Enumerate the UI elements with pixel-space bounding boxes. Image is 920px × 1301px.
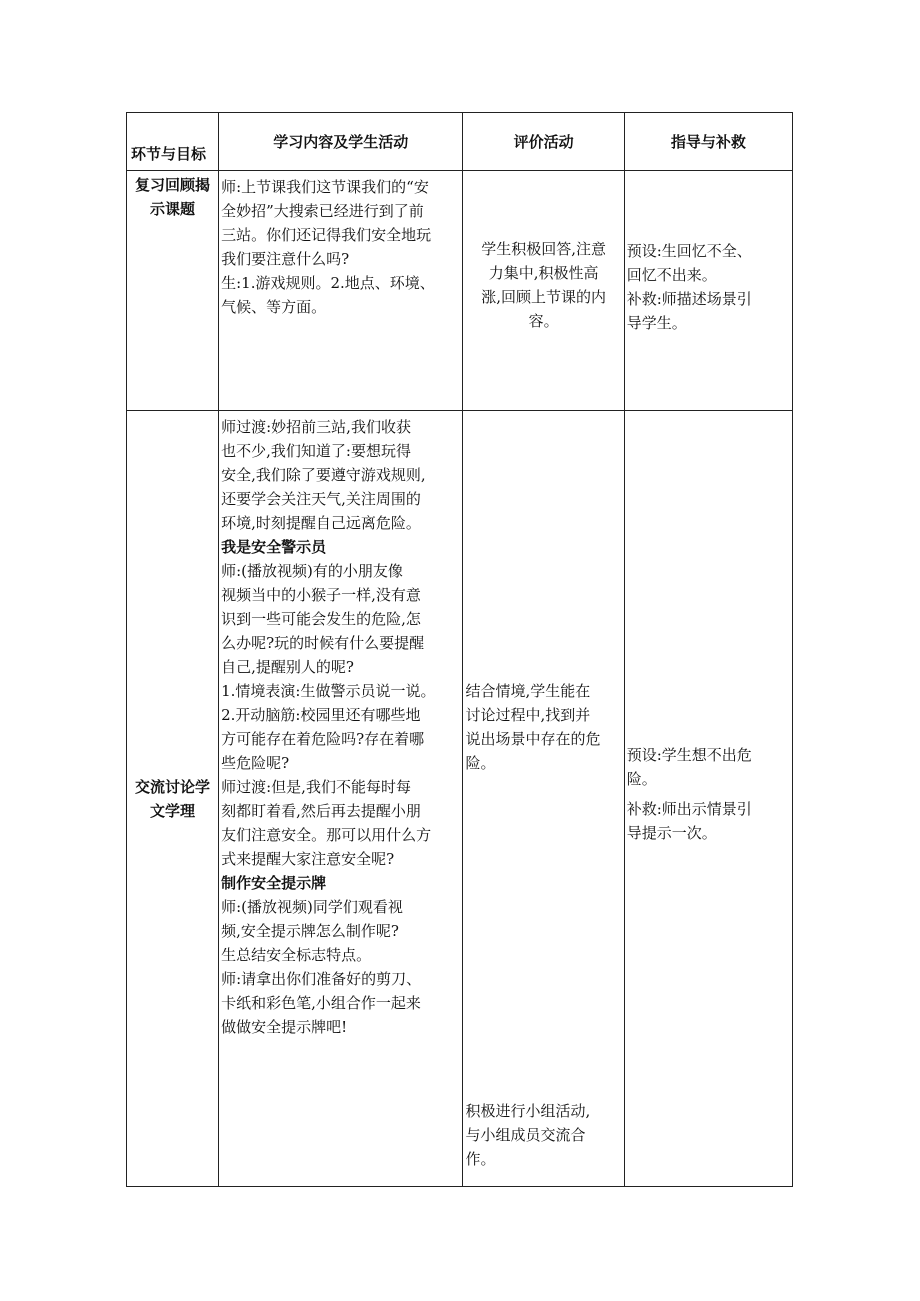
content-line: 刻都盯着看,然后再去提醒小朋 [221, 802, 421, 820]
content-line: 1.情境表演:生做警示员说一说。 [221, 682, 436, 700]
content-line: 生:1.游戏规则。2.地点、环境、 [221, 274, 435, 292]
guidance-line: 险。 [626, 770, 657, 788]
content-line: 还要学会关注天气,关注周围的 [221, 490, 421, 508]
content-line: 识到一些可能会发生的危险,怎 [221, 610, 421, 628]
table-row [127, 171, 793, 411]
stage-cell [127, 171, 219, 411]
guidance-block [627, 743, 790, 845]
header-evaluation: 评价活动 [463, 113, 624, 171]
stage-line: 文学理 [150, 801, 196, 820]
content-line: 安全,我们除了要遵守游戏规则, [221, 466, 426, 484]
guidance-cell [624, 171, 792, 411]
content-line: 师过渡:但是,我们不能每时每 [221, 778, 411, 796]
content-line: 师过渡:妙招前三站,我们收获 [221, 418, 411, 436]
guidance-line: 回忆不出来。 [626, 266, 717, 284]
evaluation-cell [463, 411, 624, 1187]
section-heading: 我是安全警示员 [221, 538, 327, 556]
evaluation-block-group [465, 1099, 621, 1171]
header-content-activity: 学习内容及学生活动 [219, 113, 463, 171]
guidance-line: 预设:学生想不出危 [626, 746, 752, 764]
content-line: 我们要注意什么吗? [221, 250, 350, 268]
evaluation-line: 作。 [465, 1150, 496, 1168]
evaluation-cell [463, 171, 624, 411]
guidance-line: 补救:师出示情景引 [626, 800, 752, 818]
stage-line: 交流讨论学 [135, 777, 211, 796]
evaluation-line: 结合情境,学生能在 [465, 682, 591, 700]
content-line: 也不少,我们知道了:要想玩得 [221, 442, 411, 460]
evaluation-line: 与小组成员交流合 [465, 1126, 586, 1144]
stage-line: 复习回顾揭 [135, 176, 211, 194]
content-line: 些危险呢? [221, 754, 290, 772]
evaluation-line: 说出场景中存在的危 [465, 730, 601, 748]
content-cell [219, 171, 463, 411]
content-line: 做做安全提示牌吧! [221, 1018, 348, 1036]
content-line: 三站。你们还记得我们安全地玩 [221, 226, 432, 244]
guidance-line: 预设:生回忆不全、 [626, 242, 752, 260]
content-line: 么办呢?玩的时候有什么要提醒 [221, 634, 425, 652]
evaluation-line: 积极进行小组活动, [465, 1102, 591, 1120]
content-line: 生总结安全标志特点。 [221, 946, 372, 964]
evaluation-line: 讨论过程中,找到并 [465, 706, 591, 724]
evaluation-line: 学生积极回答,注意 [481, 240, 606, 258]
content-line: 师:(播放视频)有的小朋友像 [221, 562, 403, 580]
stage-cell [127, 411, 219, 1187]
table-row [127, 411, 793, 1187]
content-line: 频,安全提示牌怎么制作呢? [221, 922, 399, 940]
content-line: 环境,时刻提醒自己远离危险。 [221, 514, 421, 532]
lesson-plan-table [126, 112, 793, 1187]
evaluation-line: 容。 [528, 312, 559, 330]
guidance-line: 导提示一次。 [626, 824, 717, 842]
evaluation-line: 力集中,积极性高 [488, 264, 599, 282]
content-line: 友们注意安全。那可以用什么方 [221, 826, 432, 844]
guidance-line: 补救:师描述场景引 [626, 290, 752, 308]
evaluation-line: 险。 [465, 754, 496, 772]
stage-line: 示课题 [150, 200, 196, 218]
content-line: 自己,提醒别人的呢? [221, 658, 354, 676]
content-line: 2.开动脑筋:校园里还有哪些地 [221, 706, 421, 724]
content-line: 式来提醒大家注意安全呢? [221, 850, 395, 868]
content-line: 方可能存在着危险吗?存在着哪 [221, 730, 425, 748]
header-guidance: 指导与补救 [624, 113, 792, 171]
content-line: 师:请拿出你们准备好的剪刀、 [221, 970, 422, 988]
content-line: 视频当中的小猴子一样,没有意 [221, 586, 421, 604]
table-header-row [127, 113, 793, 171]
guidance-cell [624, 411, 792, 1187]
content-cell [219, 411, 463, 1187]
content-line: 气候、等方面。 [221, 298, 327, 316]
content-line: 师:上节课我们这节课我们的“安 [221, 178, 429, 196]
section-heading: 制作安全提示牌 [221, 874, 327, 892]
evaluation-line: 涨,回顾上节课的内 [481, 288, 606, 306]
guidance-line: 导学生。 [626, 314, 687, 332]
content-line: 全妙招”大搜索已经进行到了前 [221, 202, 424, 220]
evaluation-block-discussion [465, 679, 621, 775]
content-line: 师:(播放视频)同学们观看视 [221, 898, 403, 916]
content-line: 卡纸和彩色笔,小组合作一起来 [221, 994, 421, 1012]
header-stage-goal: 环节与目标 [127, 113, 219, 171]
